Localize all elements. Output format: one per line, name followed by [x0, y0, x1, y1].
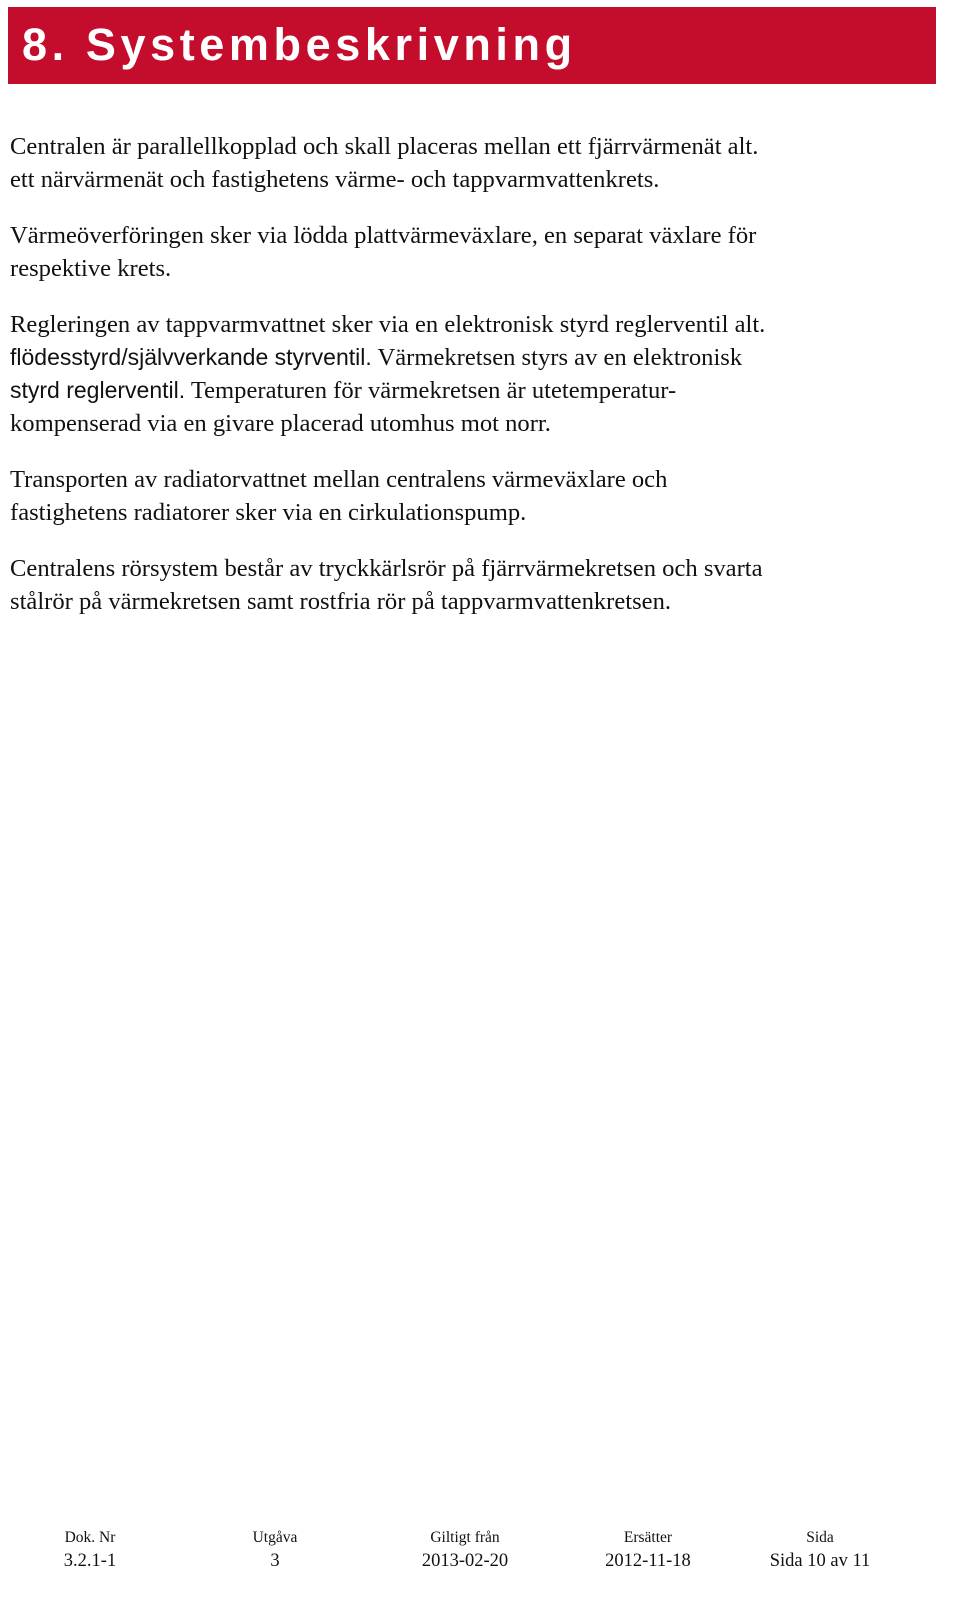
- document-footer: [0, 1528, 960, 1588]
- paragraph-4-line-1: Transporten av radiatorvattnet mellan centralens värmeväxlare och: [10, 466, 668, 493]
- paragraph-2: [10, 219, 930, 285]
- footer-edition-label: Utgåva: [252, 1529, 298, 1546]
- section-title-bar: [8, 7, 936, 84]
- footer-page: [750, 1528, 890, 1573]
- footer-edition-value: 3: [270, 1551, 280, 1571]
- paragraph-1-line-1: Centralen är parallellkopplad och skall placeras mellan ett fjärrvärmenät alt.: [10, 133, 759, 160]
- footer-replaces-value: 2012-11-18: [605, 1551, 691, 1571]
- footer-valid-from-value: 2013-02-20: [421, 1551, 509, 1571]
- footer-edition: [230, 1528, 320, 1573]
- footer-doc-nr-value: 3.2.1-1: [63, 1551, 117, 1571]
- paragraph-5: [10, 552, 930, 618]
- section-title: 8. Systembeskrivning: [22, 19, 577, 70]
- paragraph-3-line-2-rest: Värmekretsen styrs av en elektronisk: [371, 344, 743, 371]
- paragraph-2-line-2: respektive krets.: [10, 255, 172, 282]
- paragraph-2-line-1: Värmeöverföringen sker via lödda plattvärmeväxlare, en separat växlare för: [10, 222, 757, 249]
- paragraph-3-line-3: styrd reglerventil.: [10, 377, 186, 403]
- paragraph-5-line-1: Centralens rörsystem består av tryckkärlsrör på fjärrvärmekretsen och svarta: [10, 555, 763, 582]
- footer-replaces: [583, 1528, 713, 1573]
- footer-page-label: Sida: [806, 1529, 834, 1546]
- footer-doc-nr: [40, 1528, 140, 1573]
- paragraph-3-line-1: Regleringen av tappvarmvattnet sker via en elektronisk styrd reglerventil alt.: [10, 311, 766, 338]
- paragraph-1: [10, 130, 930, 196]
- footer-valid-from: [400, 1528, 530, 1573]
- paragraph-3-line-4: kompenserad via en givare placerad utomhus mot norr.: [10, 410, 551, 437]
- footer-doc-nr-label: Dok. Nr: [64, 1529, 116, 1546]
- paragraph-3-line-3-rest: Temperaturen för värmekretsen är utetemperatur-: [185, 377, 677, 404]
- footer-replaces-label: Ersätter: [623, 1529, 673, 1546]
- document-body: [10, 130, 930, 641]
- paragraph-3: [10, 308, 930, 440]
- paragraph-4-line-2: fastighetens radiatorer sker via en cirkulationspump.: [10, 499, 527, 526]
- paragraph-1-line-2: ett närvärmenät och fastighetens värme- och tappvarmvattenkrets.: [10, 166, 660, 193]
- paragraph-4: [10, 463, 930, 529]
- footer-valid-from-label: Giltigt från: [430, 1529, 500, 1546]
- footer-page-value: Sida 10 av 11: [769, 1551, 871, 1571]
- paragraph-3-line-2: flödesstyrd/självverkande styrventil.: [10, 344, 372, 370]
- paragraph-5-line-2: stålrör på värmekretsen samt rostfria rör på tappvarmvattenkretsen.: [10, 588, 672, 615]
